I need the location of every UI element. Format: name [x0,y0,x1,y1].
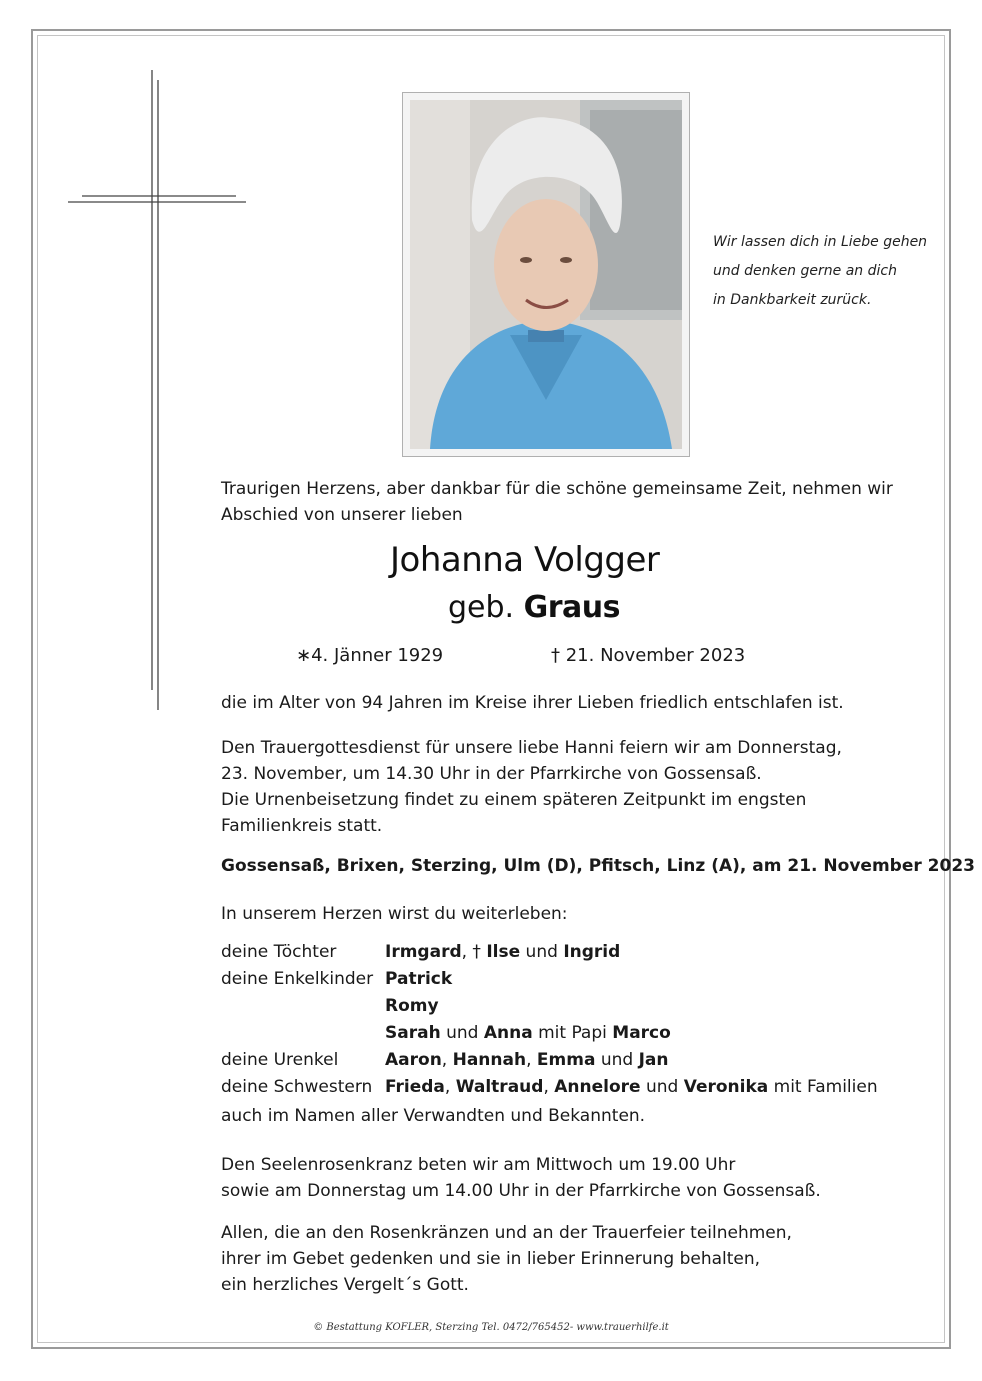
grandkid-name: Patrick [385,969,453,989]
closing-line-2: ihrer im Gebet gedenken und sie in lieber Erinnerung behalten, [221,1249,761,1269]
sisters-label: deine Schwestern [221,1077,373,1097]
separator: , [441,1050,453,1070]
mass-line-1: Den Trauergottesdienst für unsere liebe Hanni feiern wir am Donnerstag, [221,738,842,758]
quote-line-3: in Dankbarkeit zurück. [713,292,872,308]
father-name: Marco [612,1023,671,1043]
quote-line-2: und denken gerne an dich [713,263,897,279]
grandkid-3 [385,1023,671,1043]
also-on-behalf: auch im Namen aller Verwandten und Bekannten. [221,1106,646,1126]
portrait-photo [410,100,682,449]
separator: , [526,1050,537,1070]
greatgrand-name: Jan [638,1050,669,1070]
sister-name: Frieda [385,1077,445,1097]
separator: und [440,1023,484,1043]
deceased-name: Johanna Volgger [390,540,660,580]
sister-name: Annelore [554,1077,641,1097]
maiden-surname: Graus [523,590,621,625]
greatgrand-name: Aaron [385,1050,442,1070]
separator: , † [461,942,487,962]
age-line: die im Alter von 94 Jahren im Kreise ihrer Lieben friedlich entschlafen ist. [221,693,844,713]
rosary-line-1: Den Seelenrosenkranz beten wir am Mittwoch um 19.00 Uhr [221,1155,736,1175]
mass-line-4: Familienkreis statt. [221,816,383,836]
maiden-name [448,590,620,625]
grandkids-label: deine Enkelkinder [221,969,374,989]
grandkid-name: Sarah [385,1023,441,1043]
cross-icon [68,70,248,710]
heart-line: In unserem Herzen wirst du weiterleben: [221,904,568,924]
separator: , [543,1077,555,1097]
sister-name: Veronika [683,1077,769,1097]
footer-credit: © Bestattung KOFLER, Sterzing Tel. 0472/765452- www.trauerhilfe.it [313,1322,669,1333]
greatgrand-names [385,1050,668,1070]
quote [713,228,927,315]
daughter-3: Ingrid [563,942,621,962]
maiden-prefix: geb. [448,590,515,625]
rosary-line-2: sowie am Donnerstag um 14.00 Uhr in der Pfarrkirche von Gossensaß. [221,1181,821,1201]
grandkid-name: Anna [483,1023,533,1043]
death-date: † 21. November 2023 [551,645,746,666]
greatgrand-name: Hannah [452,1050,527,1070]
intro-line-1: Traurigen Herzens, aber dankbar für die schöne gemeinsame Zeit, nehmen wir [221,479,893,499]
daughter-1: Irmgard [385,942,462,962]
places-date: Gossensaß, Brixen, Sterzing, Ulm (D), Pfitsch, Linz (A), am 21. November 2023 [221,856,975,876]
separator: mit Papi [532,1023,613,1043]
separator: und [640,1077,684,1097]
daughter-2: Ilse [486,942,521,962]
greatgrand-label: deine Urenkel [221,1050,339,1070]
grandkid-name: Romy [385,996,439,1016]
sisters-names [385,1077,878,1097]
mass-line-3: Die Urnenbeisetzung findet zu einem späteren Zeitpunkt im engsten [221,790,807,810]
intro-line-2: Abschied von unserer lieben [221,505,463,525]
separator: und [595,1050,639,1070]
sister-name: Waltraud [455,1077,544,1097]
separator: , [444,1077,456,1097]
mass-line-2: 23. November, um 14.30 Uhr in der Pfarrkirche von Gossensaß. [221,764,762,784]
grandkid-1 [385,969,452,989]
closing-line-3: ein herzliches Vergelt´s Gott. [221,1275,469,1295]
quote-line-1: Wir lassen dich in Liebe gehen [713,234,928,250]
daughters-label: deine Töchter [221,942,337,962]
closing-line-1: Allen, die an den Rosenkränzen und an der Trauerfeier teilnehmen, [221,1223,792,1243]
grandkid-2 [385,996,439,1016]
daughters-names [385,942,620,962]
separator: und [520,942,564,962]
greatgrand-name: Emma [536,1050,596,1070]
sisters-tail: mit Familien [768,1077,878,1097]
birth-date: ∗4. Jänner 1929 [296,645,444,666]
